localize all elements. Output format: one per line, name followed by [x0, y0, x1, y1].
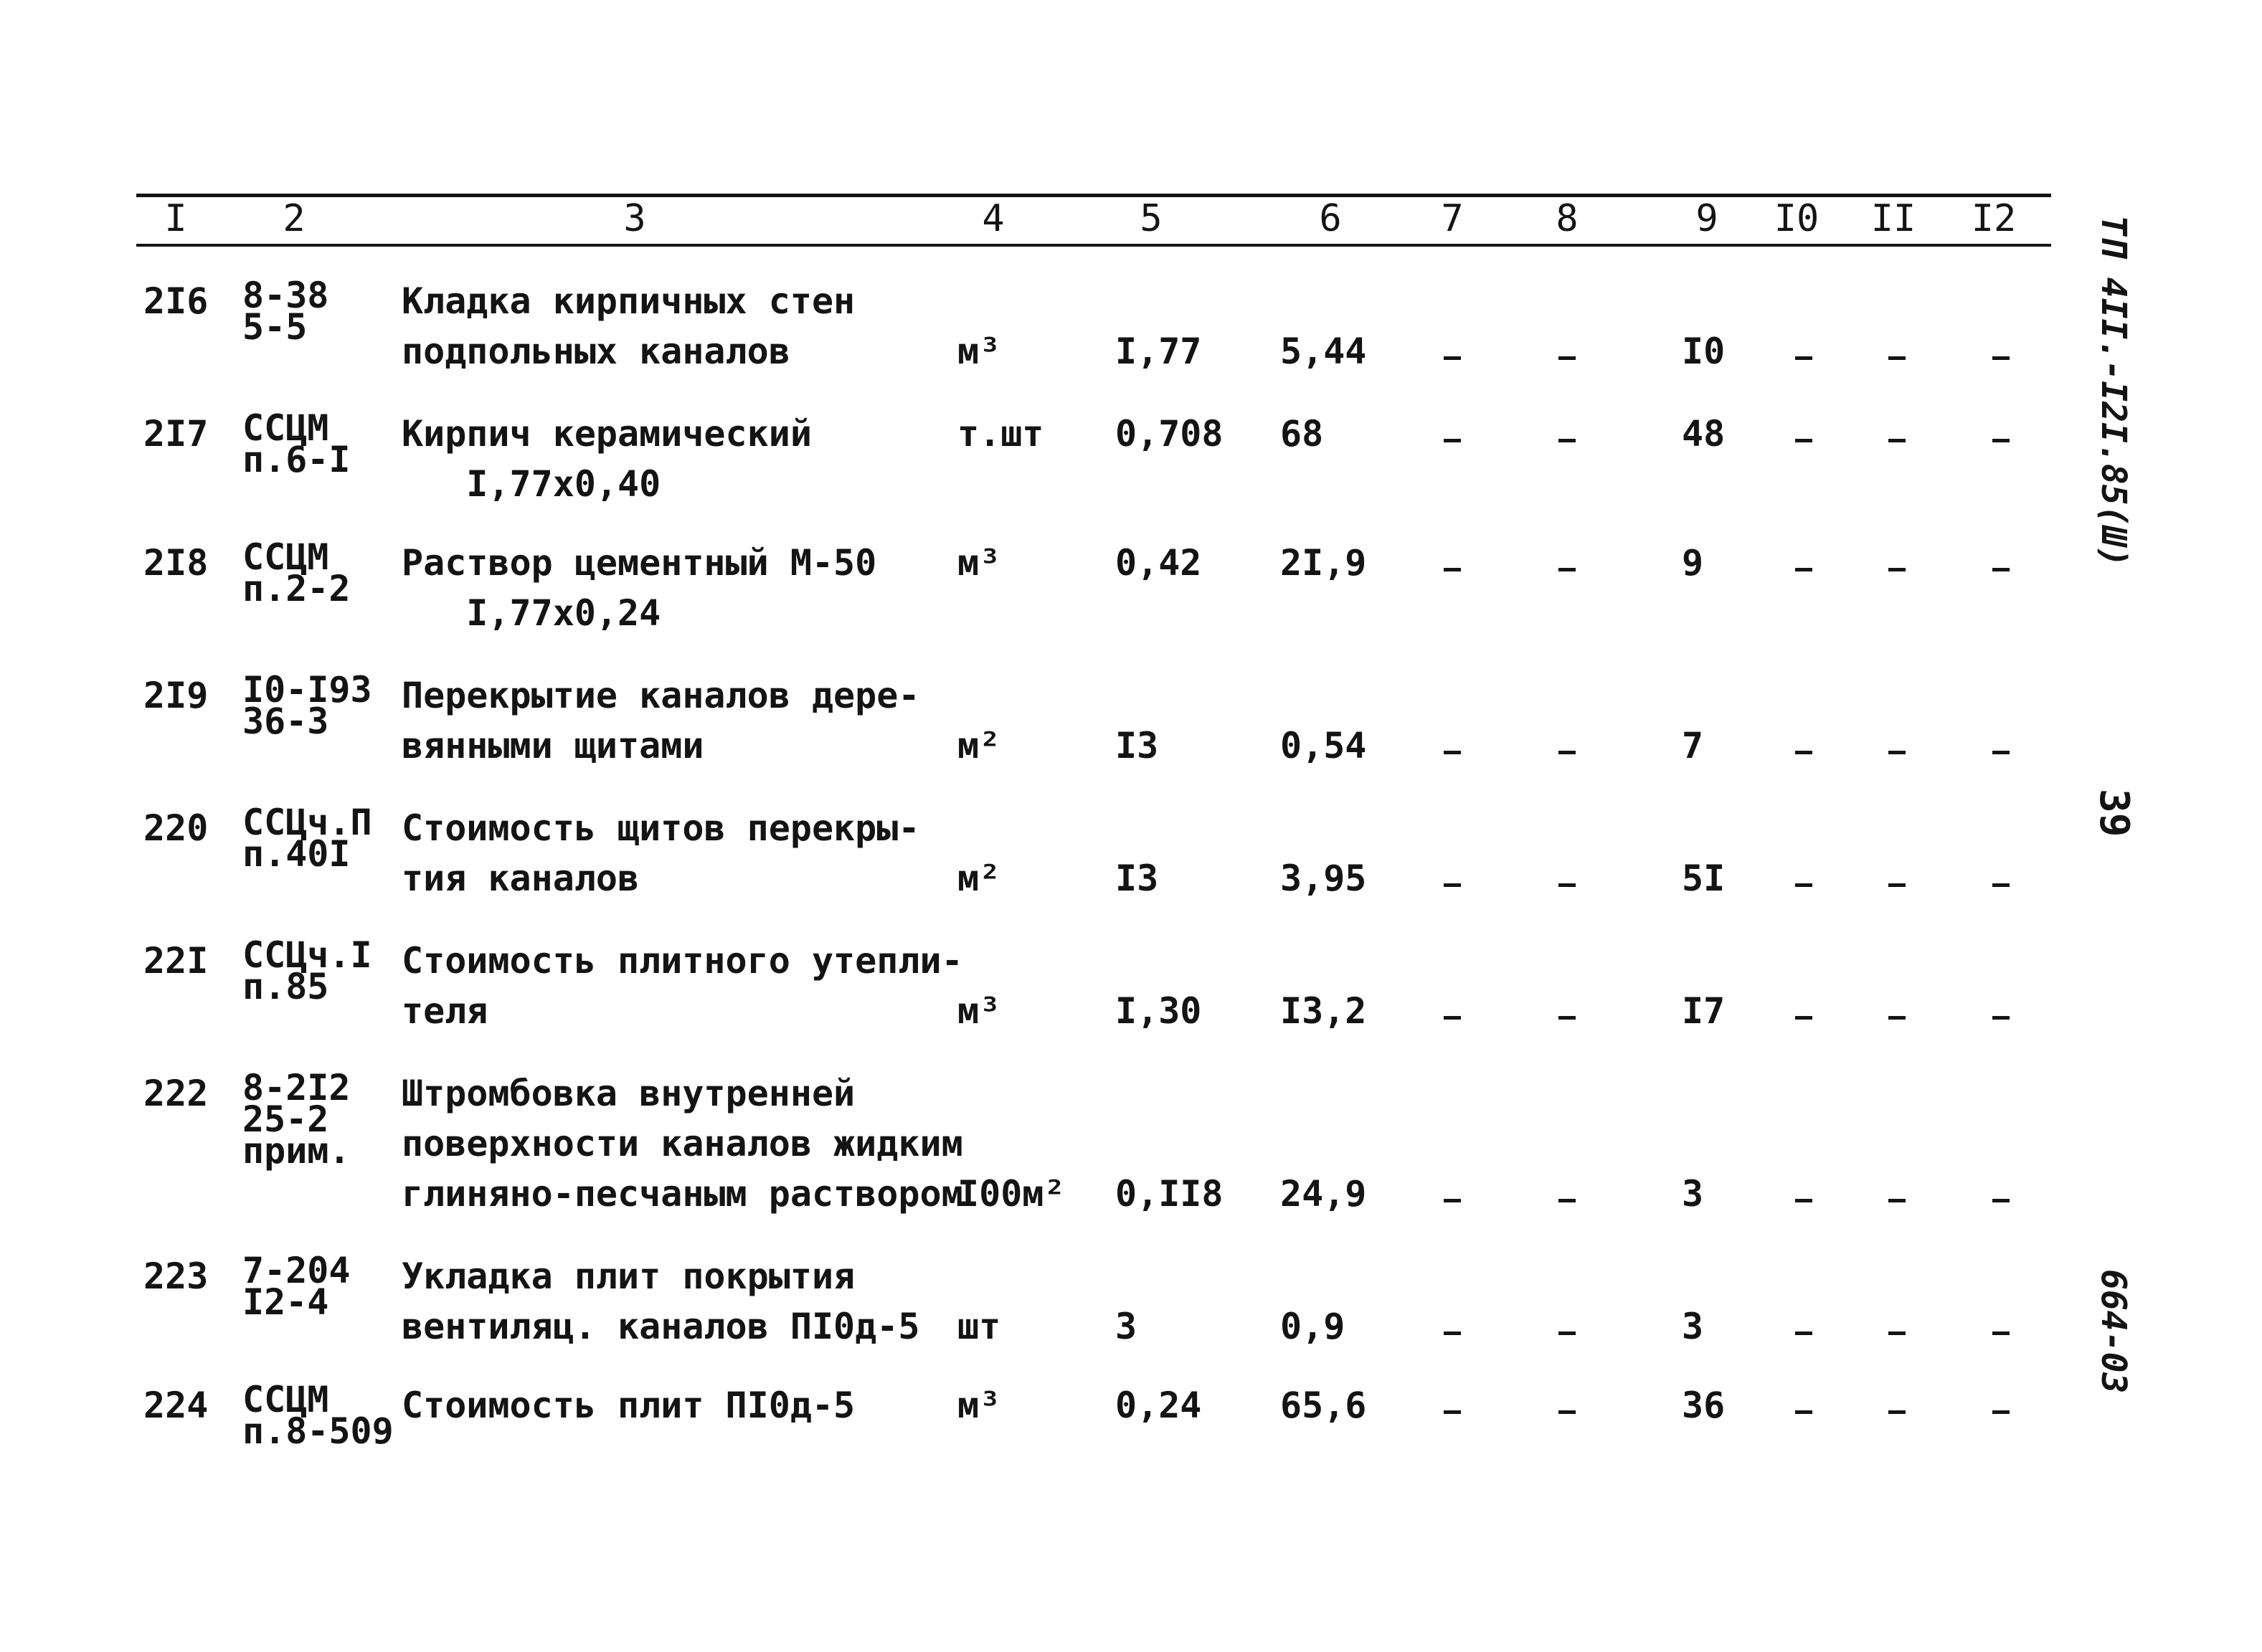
norm-code: I2-4 [242, 1281, 329, 1323]
column-header-9: 9 [1695, 197, 1718, 240]
dash-col12 [1992, 356, 2010, 360]
dash-col10 [1795, 568, 1812, 571]
unit: м³ [957, 990, 1001, 1032]
total: 9 [1682, 542, 1704, 584]
total: 5I [1682, 858, 1726, 899]
page-number: 39 [2091, 789, 2137, 837]
quantity: 3 [1115, 1306, 1137, 1347]
row-number: 22I [143, 940, 209, 982]
dash-col10 [1795, 751, 1812, 754]
work-description: Стоимость щитов перекры- [402, 807, 920, 849]
dash-col8 [1558, 1331, 1576, 1335]
work-description: подпольных каналов [402, 331, 790, 372]
norm-code: п.6-I [242, 439, 351, 480]
dash-col11 [1888, 1410, 1906, 1414]
work-description: Кирпич керамический [402, 413, 812, 455]
dash-col11 [1888, 883, 1906, 887]
work-description: I,77х0,24 [402, 592, 661, 634]
column-header-4: 4 [982, 197, 1005, 240]
unit: I00м² [957, 1173, 1066, 1215]
row-number: 224 [143, 1385, 209, 1426]
quantity: 0,708 [1115, 413, 1224, 455]
price: 5,44 [1280, 331, 1367, 372]
norm-code: ССЦч.П [242, 802, 372, 843]
quantity: 0,42 [1115, 542, 1202, 584]
row-number: 2I9 [143, 675, 209, 716]
row-number: 222 [143, 1073, 209, 1114]
row-number: 223 [143, 1255, 209, 1297]
total: 3 [1682, 1173, 1704, 1215]
norm-code: п.8-509 [242, 1410, 394, 1452]
work-description: теля [402, 990, 488, 1032]
norm-code: 5-5 [242, 306, 308, 348]
column-header-8: 8 [1556, 197, 1579, 240]
work-description: Перекрытие каналов дере- [402, 675, 920, 716]
dash-col10 [1795, 1016, 1812, 1020]
dash-col7 [1444, 1410, 1461, 1414]
norm-code: 7-204 [242, 1250, 351, 1291]
norm-code: 8-2I2 [242, 1067, 351, 1109]
unit: м² [957, 725, 1001, 766]
price: I3,2 [1280, 990, 1367, 1032]
dash-col7 [1444, 568, 1461, 571]
work-description: поверхности каналов жидким [402, 1123, 963, 1164]
dash-col7 [1444, 1199, 1461, 1202]
dash-col8 [1558, 1016, 1576, 1020]
dash-col8 [1558, 751, 1576, 754]
quantity: I3 [1115, 858, 1159, 899]
quantity: 0,II8 [1115, 1173, 1224, 1215]
norm-code: ССЦч.I [242, 934, 372, 976]
dash-col8 [1558, 1410, 1576, 1414]
dash-col7 [1444, 883, 1461, 887]
norm-code: ССЦМ [242, 407, 329, 449]
column-header-11: II [1870, 197, 1916, 240]
price: 2I,9 [1280, 542, 1367, 584]
norm-code: 8-38 [242, 275, 329, 316]
dash-col11 [1888, 356, 1906, 360]
total: I7 [1682, 990, 1726, 1032]
quantity: I3 [1115, 725, 1159, 766]
total: 36 [1682, 1385, 1726, 1426]
dash-col12 [1992, 1331, 2010, 1335]
work-description: тия каналов [402, 858, 640, 899]
column-header-1: I [164, 197, 187, 240]
quantity: I,77 [1115, 331, 1202, 372]
work-description: вянными щитами [402, 725, 704, 766]
dash-col8 [1558, 439, 1576, 442]
column-header-10: I0 [1774, 197, 1819, 240]
dash-col10 [1795, 1410, 1812, 1414]
price: 0,9 [1280, 1306, 1345, 1347]
dash-col10 [1795, 1199, 1812, 1202]
dash-col12 [1992, 1016, 2010, 1020]
total: 7 [1682, 725, 1704, 766]
dash-col7 [1444, 1016, 1461, 1020]
work-description: глиняно-песчаным раствором [402, 1173, 963, 1215]
column-header-12: I2 [1971, 197, 2017, 240]
dash-col12 [1992, 751, 2010, 754]
price: 65,6 [1280, 1385, 1367, 1426]
dash-col7 [1444, 1331, 1461, 1335]
row-number: 2I6 [143, 280, 209, 322]
dash-col12 [1992, 568, 2010, 571]
norm-code: п.85 [242, 966, 329, 1007]
total: 3 [1682, 1306, 1704, 1347]
norm-code: п.40I [242, 833, 351, 875]
norm-code: ССЦМ [242, 1379, 329, 1420]
unit: т.шт [957, 413, 1044, 455]
dash-col7 [1444, 751, 1461, 754]
dash-col10 [1795, 439, 1812, 442]
work-description: I,77х0,40 [402, 463, 661, 505]
unit: шт [957, 1306, 1001, 1347]
dash-col7 [1444, 356, 1461, 360]
price: 0,54 [1280, 725, 1367, 766]
row-number: 220 [143, 807, 209, 849]
work-description: Штромбовка внутренней [402, 1073, 856, 1114]
row-number: 2I7 [143, 413, 209, 455]
norm-code: п.2-2 [242, 568, 351, 609]
dash-col12 [1992, 883, 2010, 887]
dash-col10 [1795, 883, 1812, 887]
unit: м³ [957, 331, 1001, 372]
price: 68 [1280, 413, 1324, 455]
quantity: 0,24 [1115, 1385, 1202, 1426]
unit: м³ [957, 1385, 1001, 1426]
dash-col8 [1558, 568, 1576, 571]
norm-code: 36-3 [242, 701, 329, 742]
table-top-rule [136, 194, 2051, 197]
norm-code: I0-I93 [242, 669, 372, 711]
dash-col11 [1888, 1016, 1906, 1020]
price: 24,9 [1280, 1173, 1367, 1215]
dash-col12 [1992, 439, 2010, 442]
unit: м² [957, 858, 1001, 899]
total: 48 [1682, 413, 1726, 455]
column-header-7: 7 [1441, 197, 1464, 240]
dash-col12 [1992, 1410, 2010, 1414]
dash-col11 [1888, 439, 1906, 442]
quantity: I,30 [1115, 990, 1202, 1032]
dash-col11 [1888, 1199, 1906, 1202]
sheet-number-vertical: 664-03 [2093, 1269, 2134, 1394]
header-bottom-rule [136, 244, 2051, 247]
norm-code: 25-2 [242, 1098, 329, 1140]
dash-col11 [1888, 751, 1906, 754]
norm-code: ССЦМ [242, 536, 329, 578]
dash-col11 [1888, 1331, 1906, 1335]
dash-col10 [1795, 1331, 1812, 1335]
norm-code: прим. [242, 1130, 351, 1172]
work-description: Укладка плит покрытия [402, 1255, 856, 1297]
work-description: Стоимость плит ПI0д-5 [402, 1385, 856, 1426]
column-header-6: 6 [1319, 197, 1342, 240]
price: 3,95 [1280, 858, 1367, 899]
column-header-3: 3 [623, 197, 646, 240]
column-header-2: 2 [283, 197, 306, 240]
doc-code-vertical: ТП 4II.-I2I.85(Ш) [2093, 215, 2134, 568]
dash-col7 [1444, 439, 1461, 442]
work-description: Стоимость плитного утепли- [402, 940, 963, 982]
total: I0 [1682, 331, 1726, 372]
work-description: вентиляц. каналов ПI0д-5 [402, 1306, 920, 1347]
row-number: 2I8 [143, 542, 209, 584]
column-header-5: 5 [1140, 197, 1163, 240]
dash-col8 [1558, 356, 1576, 360]
dash-col11 [1888, 568, 1906, 571]
dash-col8 [1558, 883, 1576, 887]
work-description: Раствор цементный М-50 [402, 542, 877, 584]
unit: м³ [957, 542, 1001, 584]
dash-col12 [1992, 1199, 2010, 1202]
work-description: Кладка кирпичных стен [402, 280, 856, 322]
dash-col10 [1795, 356, 1812, 360]
dash-col8 [1558, 1199, 1576, 1202]
